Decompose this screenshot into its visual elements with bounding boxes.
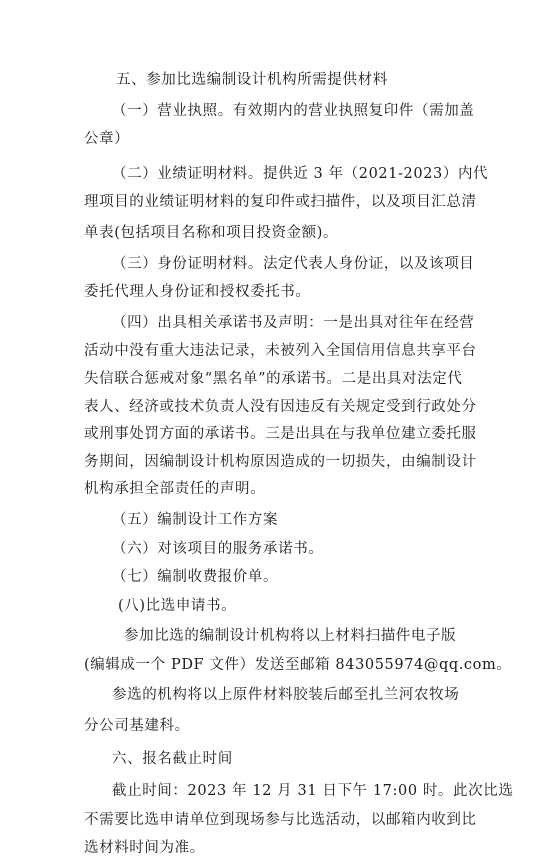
item-commitment-cont: 机构承担全部责任的声明。: [84, 481, 266, 498]
original-materials-instructions-cont: 分公司基建科。: [84, 718, 190, 735]
item-commitment-cont: 表人、经济或技术负责人没有因违反有关规定受到行政处分: [84, 398, 477, 415]
original-materials-instructions: 参选的机构将以上原件材料胶装后邮至扎兰河农牧场: [112, 687, 460, 704]
section-heading-deadline: 六、报名截止时间: [112, 750, 233, 767]
deadline-text-cont: 不需要比选申请单位到现场参与比选活动，以邮箱内收到比: [84, 811, 477, 828]
section-heading-materials: 五、参加比选编制设计机构所需提供材料: [116, 72, 388, 88]
item-commitment-cont: 活动中没有重大违法记录，未被列入全国信用信息共享平台: [84, 343, 477, 360]
item-application-form: (八)比选申请书。: [118, 597, 237, 614]
item-performance-proof-cont: 理项目的业绩证明材料的复印件或扫描件，以及项目汇总清: [84, 194, 477, 211]
submission-instructions: 参加比选的编制设计机构将以上材料扫描件电子版: [124, 628, 457, 645]
item-commitment-cont: 务期间，因编制设计机构原因造成的一切损失，由编制设计: [84, 453, 477, 470]
item-business-license: （一）营业执照。有效期内的营业执照复印件（需加盖: [112, 102, 475, 119]
deadline-text-cont: 选材料时间为准。: [84, 840, 205, 857]
item-fee-quotation: （七）编制收费报价单。: [112, 569, 279, 586]
item-identity-proof: （三）身份证明材料。法定代表人身份证，以及该项目: [112, 255, 475, 272]
item-business-license-cont: 公章）: [84, 131, 130, 148]
item-performance-proof-cont2: 单表(包括项目名称和项目投资金额)。: [84, 224, 339, 241]
item-performance-proof: （二）业绩证明材料。提供近 3 年（2021-2023）内代: [112, 165, 489, 182]
item-commitment-cont: 失信联合惩戒对象“黑名单”的承诺书。二是出具对法定代: [84, 370, 463, 387]
item-commitment: （四）出具相关承诺书及声明：一是出具对往年在经营: [112, 314, 475, 331]
item-work-plan: （五）编制设计工作方案: [112, 511, 279, 528]
item-service-commitment: （六）对该项目的服务承诺书。: [112, 540, 324, 557]
item-commitment-cont: 或刑事处罚方面的承诺书。三是出具在与我单位建立委托服: [84, 426, 477, 443]
deadline-text: 截止时间：2023 年 12 月 31 日下午 17:00 时。此次比选: [112, 783, 514, 800]
submission-instructions-cont: (编辑成一个 PDF 文件）发送至邮箱 843055974@qq.com。: [84, 656, 512, 673]
item-identity-proof-cont: 委托代理人身份证和授权委托书。: [84, 284, 311, 301]
